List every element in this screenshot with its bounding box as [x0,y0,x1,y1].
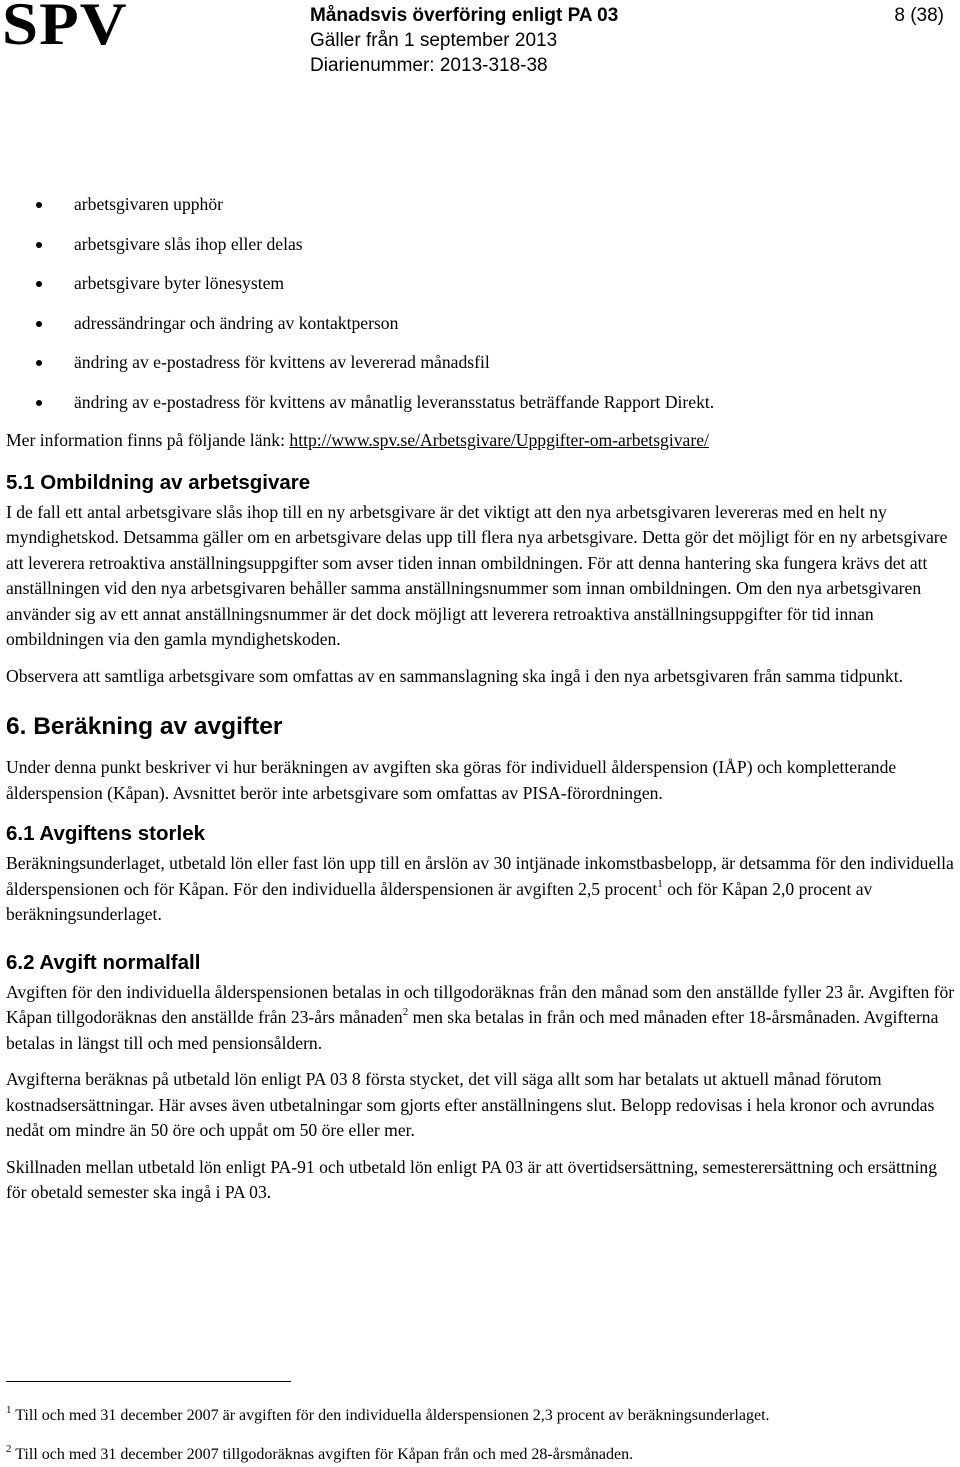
paragraph: I de fall ett antal arbetsgivare slås ihop till en ny arbetsgivare är det viktigt att den nya arbetsgivaren levereras med en helt ny myndighetskod. Detsamma gäller om en arbetsgivare delas upp till flera nya arbetsgivare. Detta gör det möjligt för en ny arbetsgivare att leverera retroaktiva anställningsuppgifter som avser tiden innan ombildningen. För att denna hantering ska fungera krävs det att anställningen vid den nya arbetsgivaren behåller samma anställningsnummer som innan ombildningen. Om den nya arbetsgivaren använder sig av ett annat anställningsnummer är det dock möjligt att leverera retroaktiva anställningsuppgifter för tid innan ombildningen via den gamla myndighetskoden. [6,501,948,649]
document-title: Månadsvis överföring enligt PA 03 [310,5,619,26]
heading-6-2: 6.2 Avgift normalfall [6,950,201,974]
heading-6: 6. Beräkning av avgifter [6,713,283,740]
document-body [6,191,956,1206]
footnote: $^1$ Till och med 31 december 2007 är avgiften för den individuella ålderspensionen 2,3 procent av beräkningsunderlaget. [6,1404,770,1424]
footnote-ref: 1 [657,877,663,890]
paragraph: Observera att samtliga arbetsgivare som omfattas av en sammanslagning ska ingå i den nya arbetsgivaren från samma tidpunkt. [6,665,904,686]
heading-5-1: 5.1 Ombildning av arbetsgivare [6,470,311,494]
list-item: ändring av e-postadress för kvittens av levererad månadsfil [6,349,956,375]
document-header [310,3,618,78]
list-item: arbetsgivaren upphör [6,191,956,217]
paragraph: Under denna punkt beskriver vi hur beräkningen av avgiften ska göras för individuell ålderspension (IÅP) och kompletterande ålderspension (Kåpan). Avsnittet berör inte arbetsgivare som omfattas av PISA-förordningen. [6,757,897,803]
paragraph: Skillnaden mellan utbetald lön enligt PA-91 och utbetald lön enligt PA 03 är att övertidsersättning, semesterersättning och ersättning för obetald semester ska ingå i PA 03. [6,1156,937,1202]
list-item: ändring av e-postadress för kvittens av månatlig leveransstatus beträffande Rapport Direkt. [6,389,956,415]
list-item: arbetsgivare slås ihop eller delas [6,231,956,257]
bullet-icon [36,202,42,208]
more-info-link[interactable]: http://www.spv.se/Arbetsgivare/Uppgifter-om-arbetsgivare/ [289,430,709,450]
list-item: adressändringar och ändring av kontaktperson [6,310,956,336]
bullet-icon [36,242,42,248]
paragraph: Avgifterna beräknas på utbetald lön enligt PA 03 8 första stycket, det vill säga allt som har betalats ut aktuell månad förutom kostnadsersättningar. Här avses även utbetalningar som gjorts efter anställningens slut. Belopp redovisas i hela kronor och avrundas nedåt om mindre än 50 öre och uppåt om 50 öre eller mer. [6,1069,935,1140]
footnote-separator [6,1381,291,1382]
footnote: $^2$ Till och med 31 december 2007 tillgodoräknas avgiften för Kåpan från och med 28-årsmånaden. [6,1443,634,1463]
heading-6-1: 6.1 Avgiftens storlek [6,822,205,845]
bullet-icon [36,321,42,327]
valid-from: Gäller från 1 september 2013 [310,30,558,51]
page-number: 8 (38) [894,5,944,26]
bullet-list [6,191,956,415]
paragraph: Avgiften för den individuella ålderspensionen betalas in och tillgodoräknas från den månad som den anställde fyller 23 år. Avgiften för Kåpan tillgodoräknas den anställde från 23-års månaden$^2$ men ska betalas in från och med månaden efter 18-årsmånaden. Avgifterna betalas in längst till och med pensionsåldern. [6,981,955,1053]
bullet-icon [36,360,42,366]
diary-number: Diarienummer: 2013-318-38 [310,55,548,76]
list-item: arbetsgivare byter lönesystem [6,270,956,296]
bullet-icon [36,281,42,287]
more-info-paragraph: Mer information finns på följande länk: http://www.spv.se/Arbetsgivare/Uppgifter-om-arbetsgivare/ [6,430,709,450]
paragraph: Beräkningsunderlaget, utbetald lön eller fast lön upp till en årslön av 30 intjänade inkomstbasbelopp, är detsamma för den individuella ålderspensionen och för Kåpan. För den individuella ålderspensionen är avgiften 2,5 procent$^1$ och för Kåpan 2,0 procent av beräkningsunderlaget. [6,853,954,924]
spv-logo: SPV [2,0,128,57]
bullet-icon [36,400,42,406]
footnote-ref: 2 [402,1006,409,1018]
